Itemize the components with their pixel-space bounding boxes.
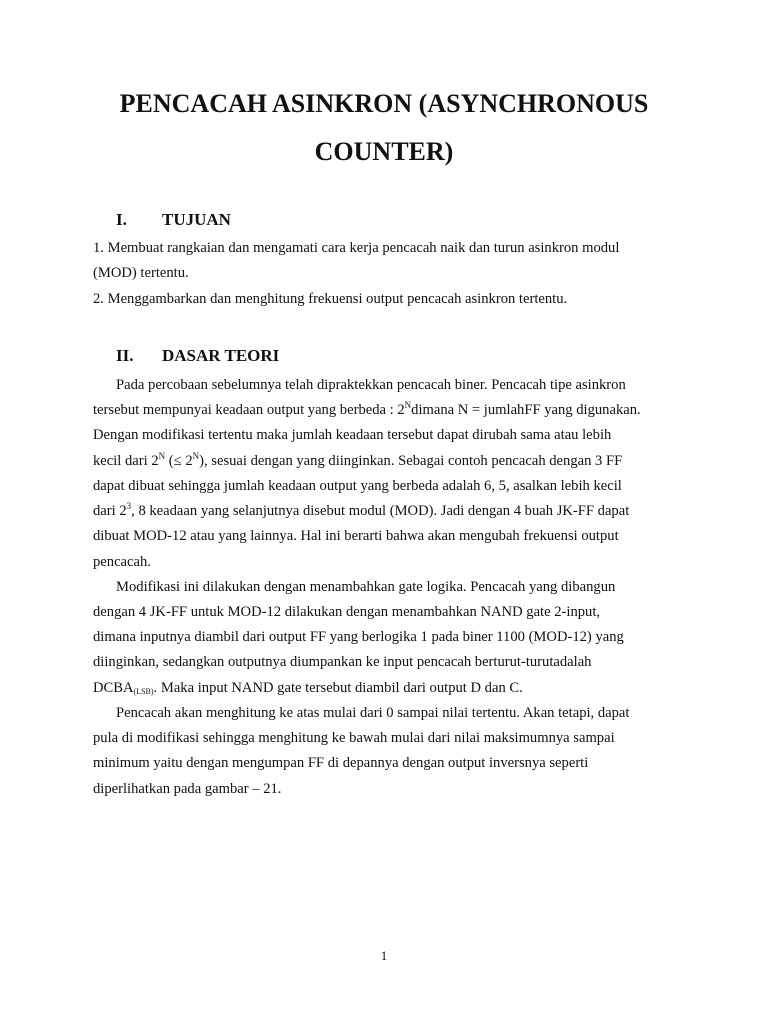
title-line-1: PENCACAH ASINKRON (ASYNCHRONOUS bbox=[119, 89, 649, 118]
tujuan-line: 2. Menggambarkan dan menghitung frekuensi output pencacah asinkron tertentu. bbox=[93, 291, 568, 307]
paragraph-line: dapat dibuat sehingga jumlah keadaan output yang berbeda adalah 6, 5, asalkan lebih kecil bbox=[93, 478, 622, 494]
section-number: II. bbox=[116, 346, 134, 365]
paragraph-line: Modifikasi ini dilakukan dengan menambahkan gate logika. Pencacah yang dibangun bbox=[116, 579, 616, 595]
superscript: 3 bbox=[126, 501, 132, 511]
section-number: I. bbox=[116, 210, 127, 229]
section-heading-tujuan bbox=[116, 210, 231, 230]
superscript: N bbox=[158, 451, 166, 461]
page-number: 1 bbox=[380, 948, 388, 963]
paragraph-line: Dengan modifikasi tertentu maka jumlah keadaan tersebut dapat dirubah sama atau lebih bbox=[93, 427, 612, 443]
paragraph-line: tersebut mempunyai keadaan output yang berbeda : $2^Ndimana$ N = jumlahFF yang digunakan. bbox=[93, 400, 641, 418]
section-title: DASAR TEORI bbox=[162, 346, 280, 365]
paragraph-line: dari $2^3$, 8 keadaan yang selanjutnya disebut modul (MOD). Jadi dengan 4 buah JK-FF dapat bbox=[93, 501, 630, 519]
paragraph-line: Pencacah akan menghitung ke atas mulai dari 0 sampai nilai tertentu. Akan tetapi, dapat bbox=[116, 705, 630, 721]
title-line-2: COUNTER) bbox=[314, 137, 454, 166]
paragraph-line: dibuat MOD-12 atau yang lainnya. Hal ini berarti bahwa akan mengubah frekuensi output bbox=[93, 528, 619, 544]
superscript: N bbox=[192, 451, 200, 461]
paragraph-line: dimana inputnya diambil dari output FF yang berlogika 1 pada biner 1100 (MOD-12) yang bbox=[93, 629, 624, 645]
document-title bbox=[60, 80, 708, 176]
section-heading-dasar-teori bbox=[116, 346, 279, 366]
section-title: TUJUAN bbox=[162, 210, 231, 229]
tujuan-line: (MOD) tertentu. bbox=[93, 265, 189, 281]
superscript: N bbox=[404, 400, 412, 410]
paragraph-line: $DCBA_{(LSB)}$. Maka input NAND gate tersebut diambil dari output D dan C. bbox=[93, 680, 523, 696]
paragraph-line: minimum yaitu dengan mengumpan FF di depannya dengan output inversnya seperti bbox=[93, 755, 589, 771]
paragraph-line: diperlihatkan pada gambar – 21. bbox=[93, 781, 282, 797]
paragraph-line: dengan 4 JK-FF untuk MOD-12 dilakukan dengan menambahkan NAND gate 2-input, bbox=[93, 604, 601, 620]
paragraph-line: kecil dari $2^N$ (≤ $2^N$), sesuai dengan yang diinginkan. Sebagai contoh pencacah dengan 3 FF bbox=[93, 451, 623, 469]
paragraph-line: pencacah. bbox=[93, 554, 151, 570]
tujuan-line: 1. Membuat rangkaian dan mengamati cara kerja pencacah naik dan turun asinkron modul bbox=[93, 240, 620, 256]
subscript: (LSB) bbox=[133, 687, 154, 696]
paragraph-line: Pada percobaan sebelumnya telah dipraktekkan pencacah biner. Pencacah tipe asinkron bbox=[116, 377, 626, 393]
paragraph-line: pula di modifikasi sehingga menghitung ke bawah mulai dari nilai maksimumnya sampai bbox=[93, 730, 615, 746]
paragraph-line: diinginkan, sedangkan outputnya diumpankan ke input pencacah berturut-turutadalah bbox=[93, 654, 592, 670]
